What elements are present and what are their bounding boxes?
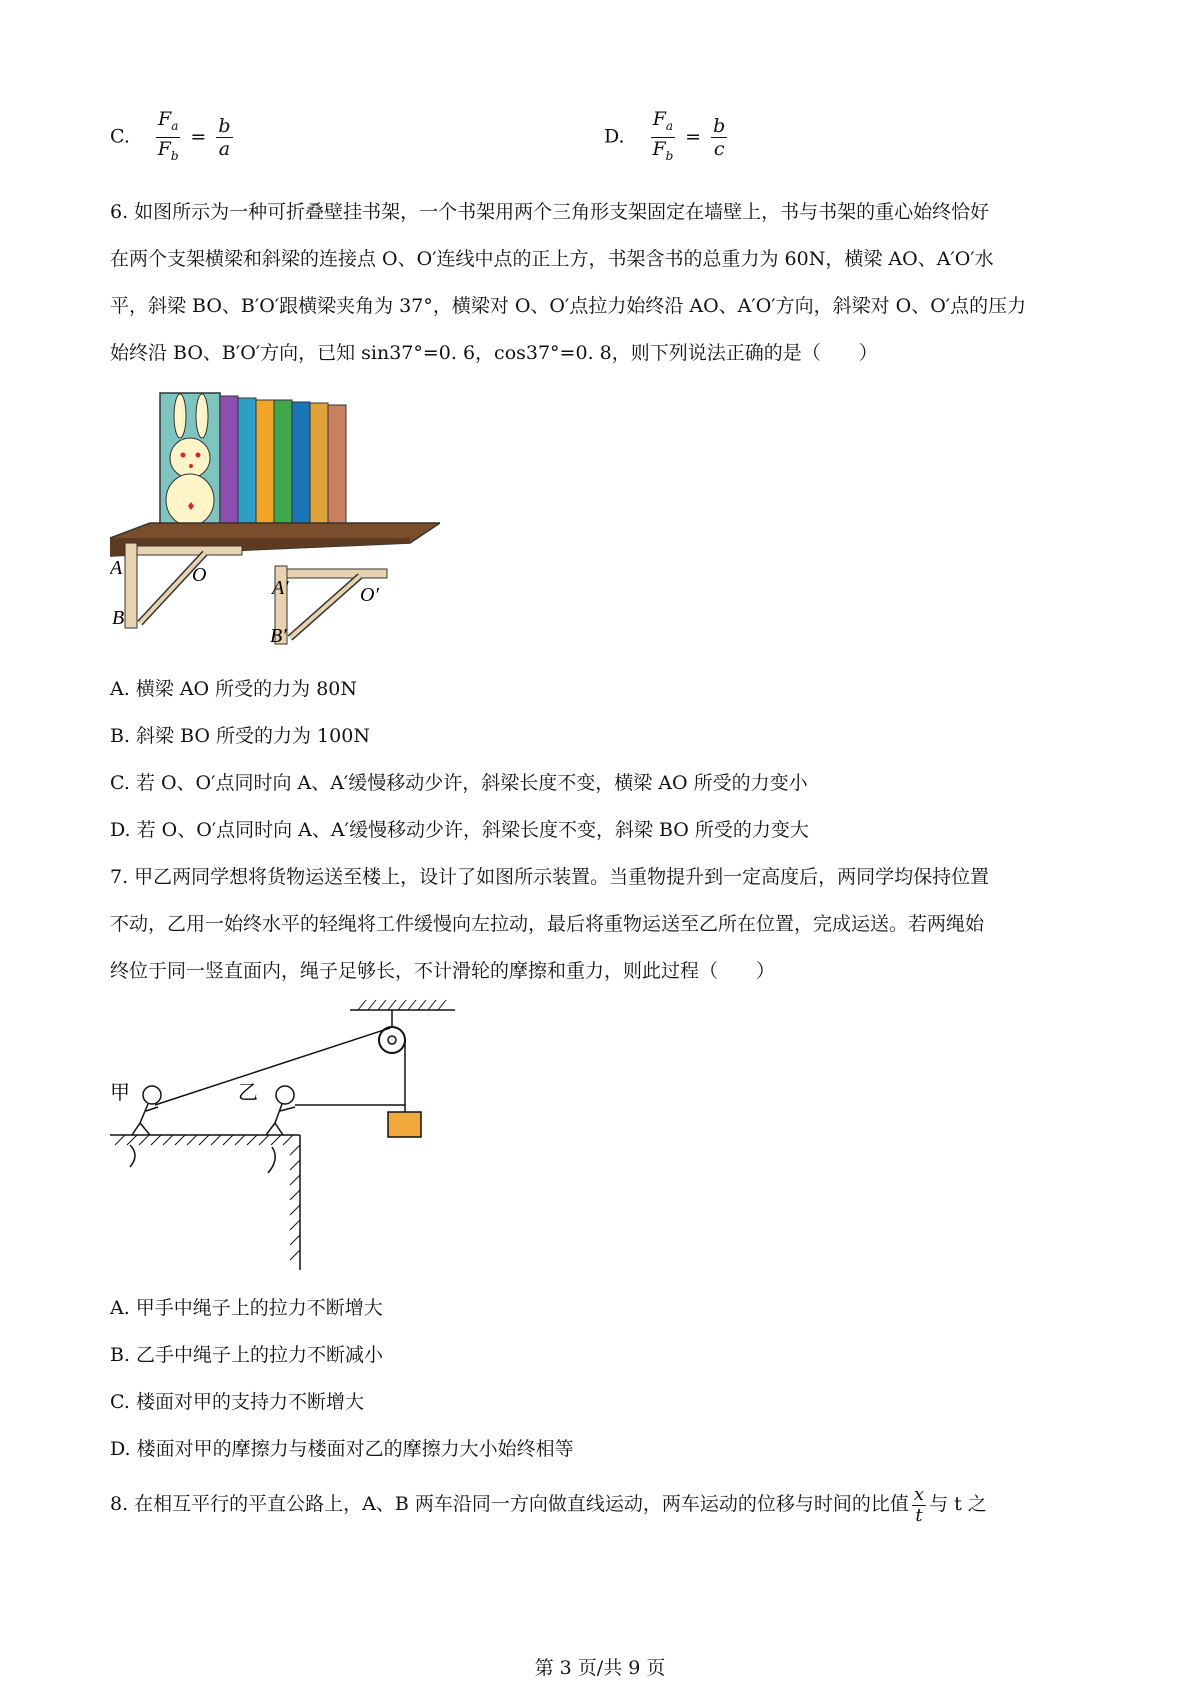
q7-option-c: C. 楼面对甲的支持力不断增大 [110, 1391, 364, 1413]
label-O-prime: O′ [360, 584, 379, 606]
rope-jia [155, 1028, 390, 1105]
label-B: B [112, 607, 125, 629]
q7-option-a: A. 甲手中绳子上的拉力不断增大 [110, 1297, 383, 1319]
numerator: F [652, 108, 666, 130]
denominator: c [713, 137, 725, 160]
fraction-rhs [216, 115, 232, 160]
numerator: b [218, 114, 231, 137]
label-B-prime: B′ [270, 625, 287, 647]
q6-line-1: 6. 如图所示为一种可折叠壁挂书架，一个书架用两个三角形支架固定在墙壁上，书与书架的重心始终恰好 [110, 201, 990, 223]
fraction-lhs [156, 108, 180, 167]
q6-line-2: 在两个支架横梁和斜梁的连接点 O、O′连线中点的正上方，书架含书的总重力为 60N，横梁 AO、A′O′水 [110, 248, 994, 270]
numerator: F [158, 108, 172, 130]
q7-option-d: D. 楼面对甲的摩擦力与楼面对乙的摩擦力大小始终相等 [110, 1438, 574, 1460]
option-c-top [110, 108, 233, 167]
q7-option-b: B. 乙手中绳子上的拉力不断减小 [110, 1344, 384, 1366]
q6-line-4: 始终沿 BO、B′O′方向，已知 sin37°=0. 6，cos37°=0. 8，则下列说法正确的是（ ） [110, 342, 878, 364]
numerator: b [713, 114, 726, 137]
q6-option-b: B. 斜梁 BO 所受的力为 100N [110, 725, 370, 747]
denominator: t [915, 1504, 923, 1526]
q8-text-after: 与 t 之 [929, 1493, 987, 1515]
option-label: C. [110, 125, 130, 148]
option-d-top [604, 108, 727, 167]
label-A: A [110, 557, 123, 579]
q8-line-1 [110, 1480, 987, 1528]
numerator: x [913, 1483, 925, 1505]
equals-sign: = [190, 126, 207, 149]
page-footer: 第 3 页/共 9 页 [534, 1657, 666, 1679]
label-A-prime: A′ [272, 577, 289, 599]
fraction-lhs [651, 108, 675, 167]
subscript: a [665, 118, 674, 133]
weight-box [388, 1112, 421, 1137]
label-yi: 乙 [238, 1080, 258, 1104]
subscript: b [665, 148, 674, 163]
pulley-figure [110, 995, 470, 1275]
q8-fraction [912, 1485, 926, 1526]
q8-text-before: 8. 在相互平行的平直公路上，A、B 两车沿同一方向做直线运动，两车运动的位移与时间的比值 [110, 1493, 909, 1515]
q7-line-2: 不动，乙用一始终水平的轻绳将工件缓慢向左拉动，最后将重物运送至乙所在位置，完成运送。若两绳始 [110, 913, 985, 935]
q6-option-d: D. 若 O、O′点同时向 A、A′缓慢移动少许，斜梁长度不变，斜梁 BO 所受的力变大 [110, 819, 809, 841]
bookshelf-figure [110, 388, 440, 650]
subscript: a [171, 118, 179, 133]
option-label: D. [604, 125, 625, 148]
books [220, 396, 346, 526]
subscript: b [170, 148, 179, 163]
q7-line-1: 7. 甲乙两同学想将货物运送至楼上，设计了如图所示装置。当重物提升到一定高度后，两同学均保持位置 [110, 866, 990, 888]
q7-line-3: 终位于同一竖直面内，绳子足够长，不计滑轮的摩擦和重力，则此过程（ ） [110, 960, 776, 982]
denominator: F [157, 137, 171, 160]
person-jia [130, 1086, 161, 1167]
left-bracket [125, 543, 242, 628]
q6-option-a: A. 横梁 AO 所受的力为 80N [110, 678, 358, 700]
denominator: F [652, 137, 666, 160]
person-yi [266, 1086, 295, 1173]
label-jia: 甲 [110, 1080, 130, 1104]
equals-sign: = [685, 126, 702, 149]
denominator: a [218, 137, 231, 160]
q6-line-3: 平，斜梁 BO、B′O′跟横梁夹角为 37°，横梁对 O、O′点拉力始终沿 AO、A′O′方向，斜梁对 O、O′点的压力 [110, 295, 1027, 317]
label-O: O [192, 564, 207, 586]
q6-option-c: C. 若 O、O′点同时向 A、A′缓慢移动少许，斜梁长度不变，横梁 AO 所受的力变小 [110, 772, 808, 794]
fraction-rhs [711, 115, 727, 160]
